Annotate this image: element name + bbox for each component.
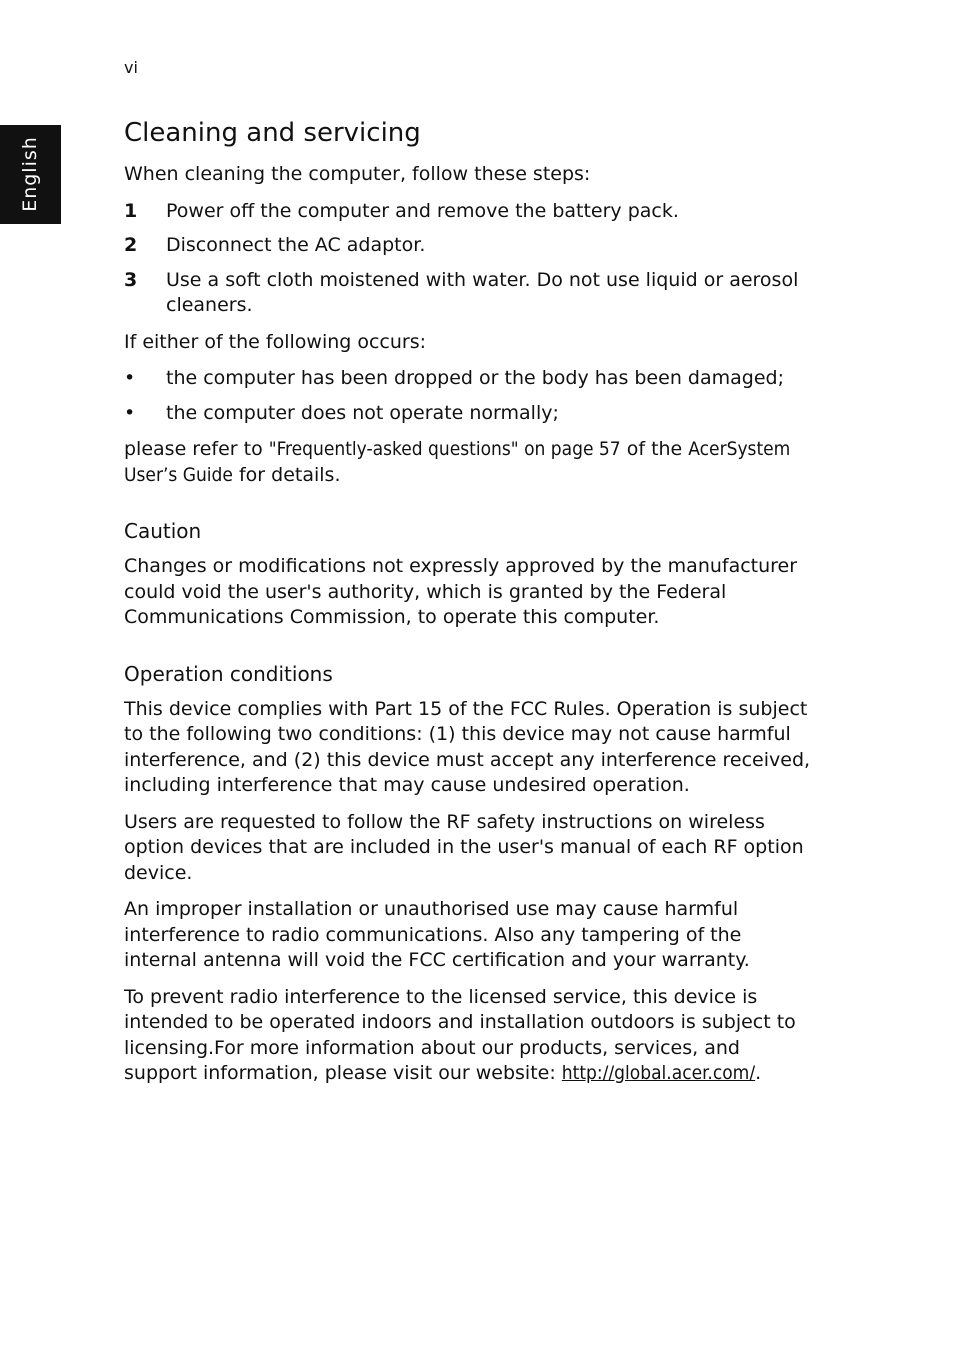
acer-website-link[interactable]: http://global.acer.com/ xyxy=(561,1062,756,1084)
step-number: 3 xyxy=(124,268,138,291)
bullet-text: the computer does not operate normally; xyxy=(166,401,559,424)
occurs-list xyxy=(124,366,814,426)
page-number: vi xyxy=(124,58,138,77)
step-text: Use a soft cloth moistened with water. Do not use liquid or aerosol cleaners. xyxy=(166,268,799,316)
step-text: Power off the computer and remove the battery pack. xyxy=(166,199,679,222)
bullet-text: the computer has been dropped or the body has been damaged; xyxy=(166,367,784,389)
step-text: Disconnect the AC adaptor. xyxy=(166,234,426,256)
page-title: Cleaning and servicing xyxy=(124,118,421,148)
cleaning-intro: When cleaning the computer, follow these steps: xyxy=(124,163,591,185)
caution-heading: Caution xyxy=(124,519,202,543)
caution-text: Changes or modifications not expressly approved by the manufacturer could void the user's authority, which is granted by the Federal Communications Commission, to operate this computer. xyxy=(124,555,798,628)
language-tab-label: English xyxy=(19,136,41,212)
occurs-intro: If either of the following occurs: xyxy=(124,330,427,353)
faq-cross-reference[interactable]: "Frequently-asked questions" on page 57 xyxy=(268,438,621,460)
page-content xyxy=(124,116,814,1098)
website-suffix: . xyxy=(755,1062,762,1084)
user-guide-reference: AcerSystem User’s Guide xyxy=(124,438,791,486)
cleaning-steps xyxy=(124,199,814,319)
bullet-item xyxy=(124,401,814,427)
bullet-item xyxy=(124,366,814,392)
step-item xyxy=(124,199,814,225)
refer-middle: of the xyxy=(620,438,689,460)
step-item xyxy=(124,233,814,259)
refer-paragraph xyxy=(124,437,814,488)
operation-paragraph-2: Users are requested to follow the RF safety instructions on wireless option devices that are included in the user's manual of each RF option device. xyxy=(124,810,804,884)
bullet-icon: • xyxy=(124,401,136,424)
step-item xyxy=(124,268,814,319)
website-prefix: To prevent radio interference to the licensed service, this device is intended to be operated indoors and installation outdoors is subject to licensing.For more information about our products, services, and support information, please visit our website: xyxy=(124,985,796,1084)
refer-suffix: for details. xyxy=(232,463,341,486)
step-number: 1 xyxy=(124,199,138,222)
step-number: 2 xyxy=(124,234,138,256)
operation-paragraph-1: This device complies with Part 15 of the FCC Rules. Operation is subject to the following two conditions: (1) this device may not cause harmful interference, and (2) this device must accept any interference received, including interference that may cause undesired operation. xyxy=(124,697,811,796)
refer-prefix: please refer to xyxy=(124,438,269,460)
operation-paragraph-3: An improper installation or unauthorised use may cause harmful interference to radio communications. Also any tampering of the internal antenna will void the FCC certification and your warranty. xyxy=(124,898,750,971)
bullet-icon: • xyxy=(124,367,136,389)
operation-paragraph-4 xyxy=(124,985,814,1087)
operation-heading: Operation conditions xyxy=(124,661,333,686)
